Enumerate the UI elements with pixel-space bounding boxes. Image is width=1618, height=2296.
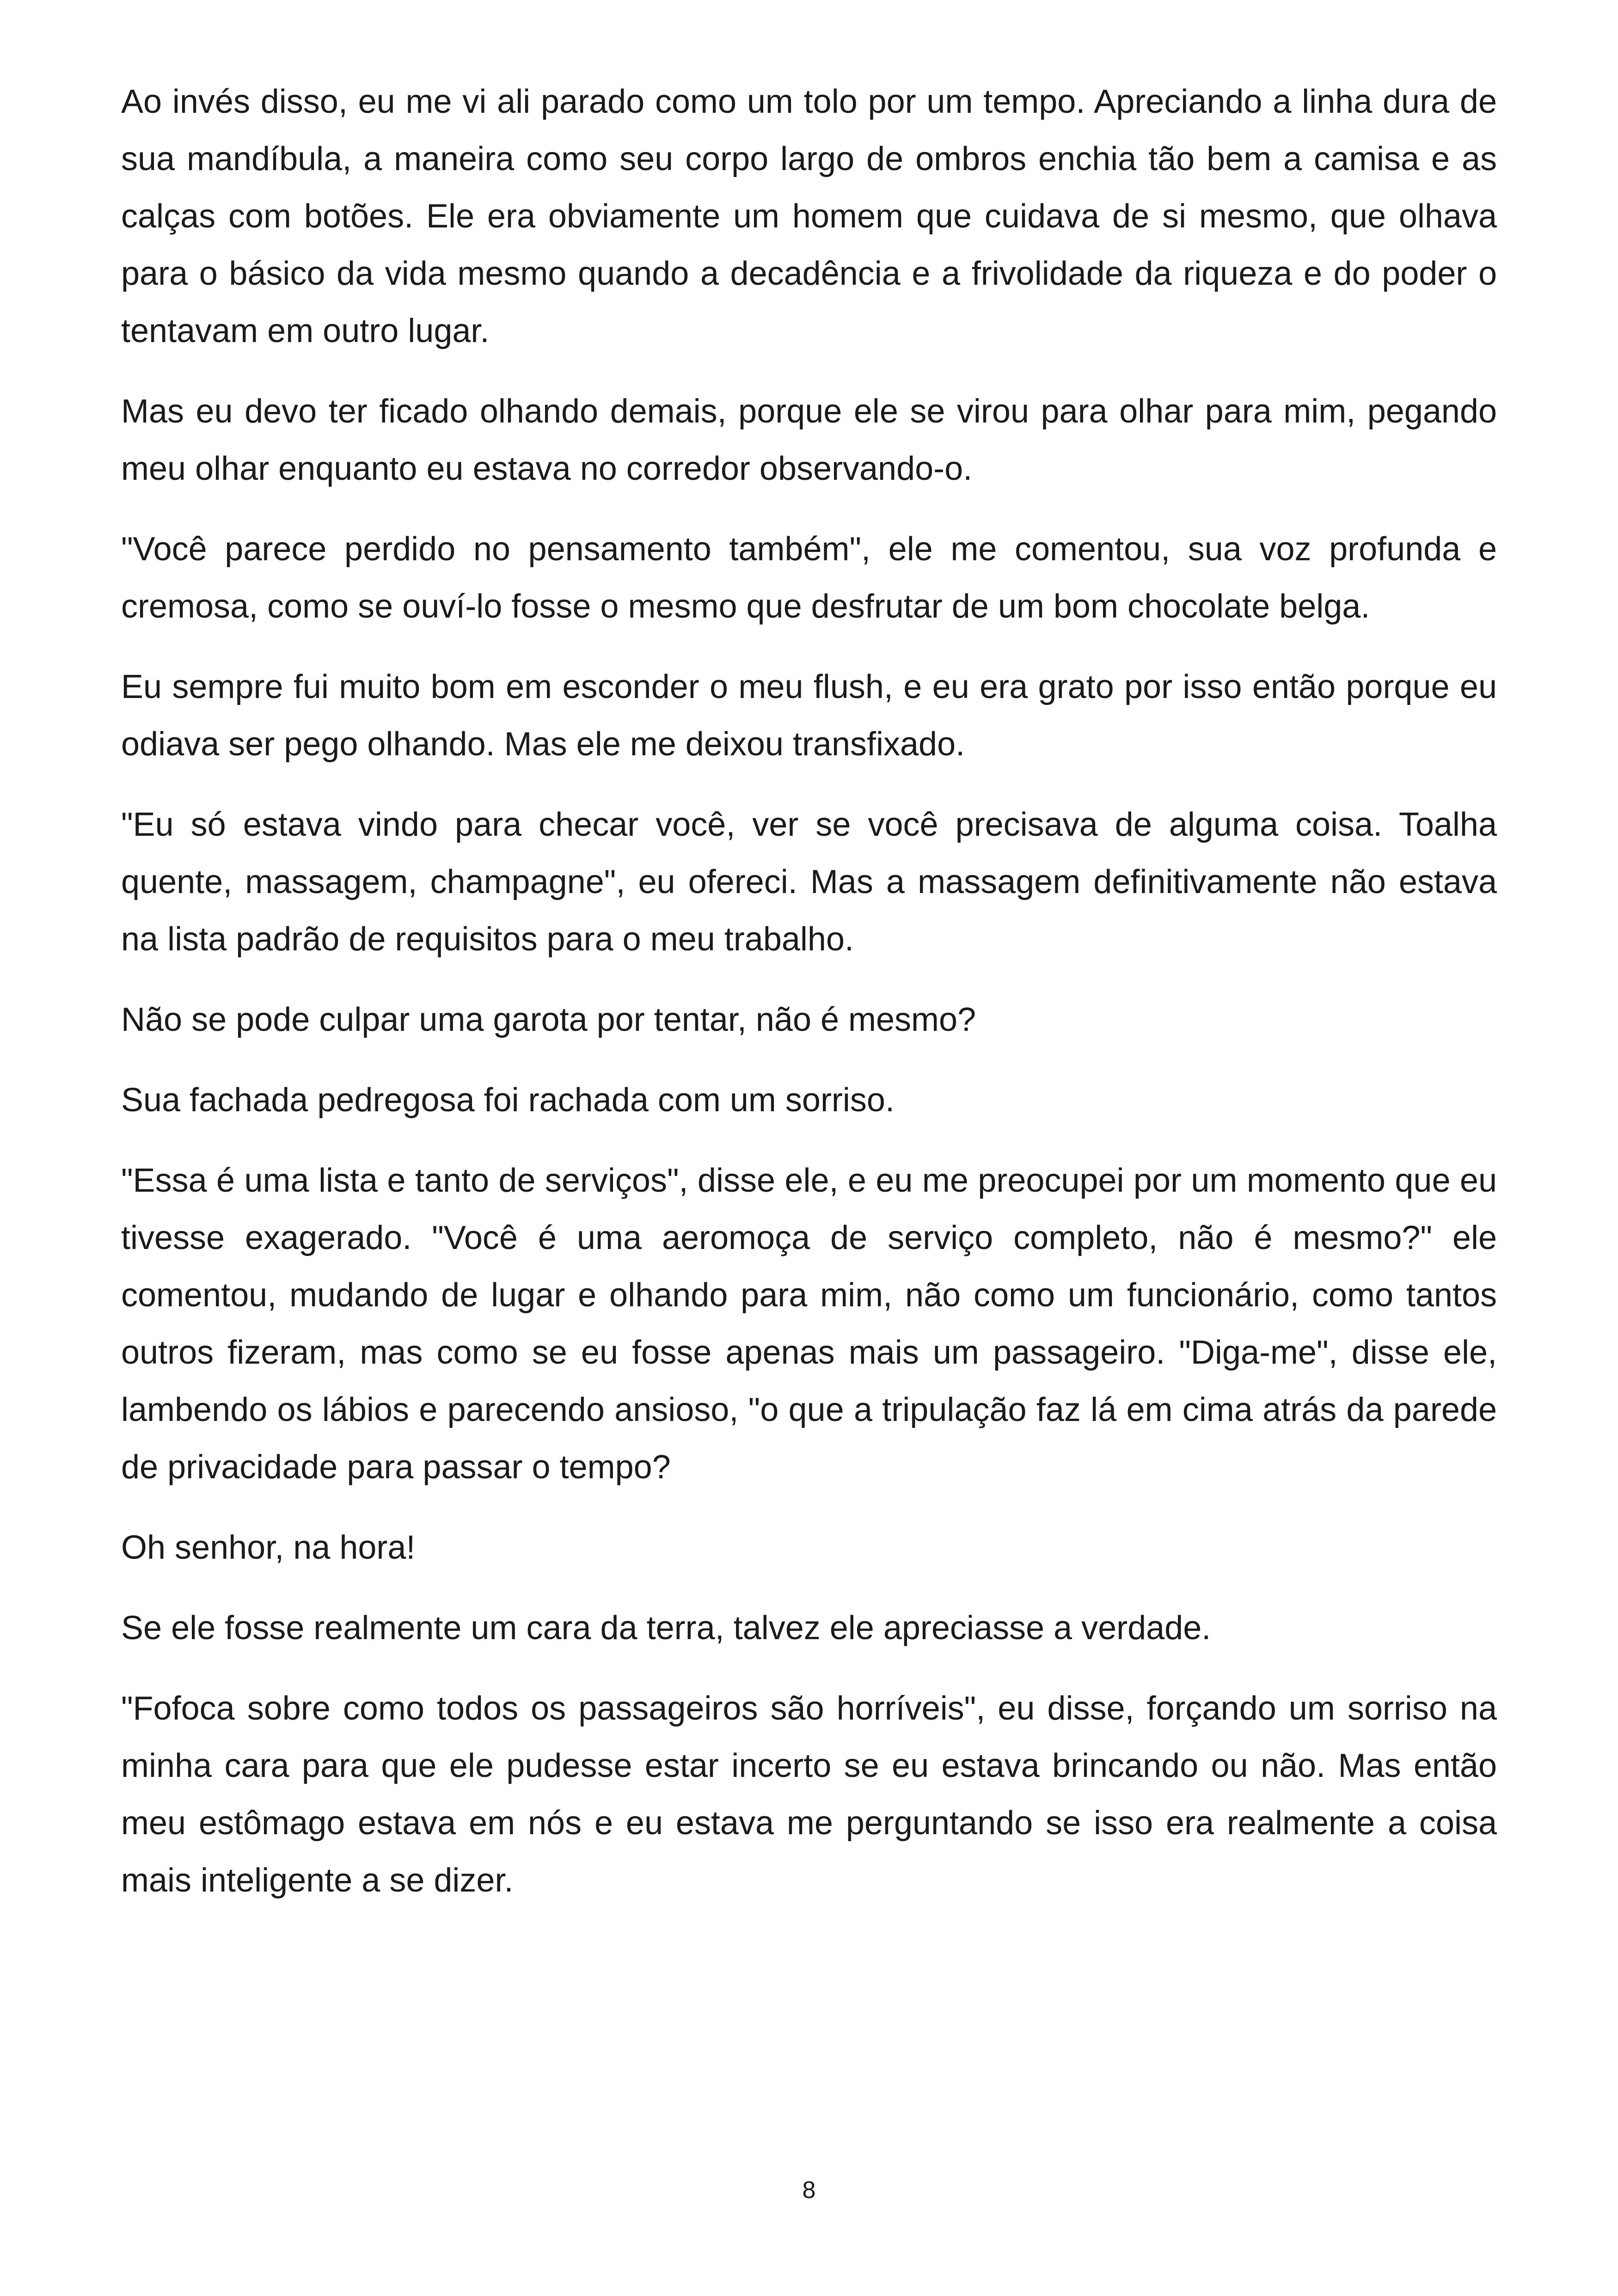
paragraph-4: Eu sempre fui muito bom em esconder o meu flush, e eu era grato por isso então porque eu odiava ser pego olhando. Mas ele me deixou transfixado. [121, 668, 1497, 763]
paragraph-11: "Fofoca sobre como todos os passageiros são horríveis", eu disse, forçando um sorriso na minha cara para que ele pudesse estar incerto se eu estava brincando ou não. Mas então meu estômago estava em nós e eu estava me perguntando se isso era realmente a coisa mais inteligente a se dizer. [121, 1690, 1497, 1899]
paragraph-7: Sua fachada pedregosa foi rachada com um sorriso. [121, 1082, 895, 1119]
body-text [121, 73, 1497, 1932]
paragraph-9: Oh senhor, na hora! [121, 1529, 416, 1566]
paragraph-1: Ao invés disso, eu me vi ali parado como um tolo por um tempo. Apreciando a linha dura de sua mandíbula, a maneira como seu corpo largo de ombros enchia tão bem a camisa e as calças com botões. Ele era obviamente um homem que cuidava de si mesmo, que olhava para o básico da vida mesmo quando a decadência e a frivolidade da riqueza e do poder o tentavam em outro lugar. [121, 83, 1497, 349]
paragraph-5: "Eu só estava vindo para checar você, ver se você precisava de alguma coisa. Toalha quente, massagem, champagne", eu ofereci. Mas a massagem definitivamente não estava na lista padrão de requisitos para o meu trabalho. [121, 806, 1497, 958]
paragraph-2: Mas eu devo ter ficado olhando demais, porque ele se virou para olhar para mim, pegando meu olhar enquanto eu estava no corredor observando-o. [121, 393, 1497, 487]
paragraph-3: "Você parece perdido no pensamento também", ele me comentou, sua voz profunda e cremosa, como se ouví-lo fosse o mesmo que desfrutar de um bom chocolate belga. [121, 531, 1497, 625]
paragraph-10: Se ele fosse realmente um cara da terra, talvez ele apreciasse a verdade. [121, 1610, 1211, 1647]
paragraph-6: Não se pode culpar uma garota por tentar, não é mesmo? [121, 1001, 976, 1038]
paragraph-8: "Essa é uma lista e tanto de serviços", disse ele, e eu me preocupei por um momento que eu tivesse exagerado. "Você é uma aeromoça de serviço completo, não é mesmo?" ele comentou, mudando de lugar e olhando para mim, não como um funcionário, como tantos outros fizeram, mas como se eu fosse apenas mais um passageiro. "Diga-me", disse ele, lambendo os lábios e parecendo ansioso, "o que a tripulação faz lá em cima atrás da parede de privacidade para passar o tempo? [121, 1162, 1497, 1486]
page-number: 8 [802, 2177, 816, 2204]
